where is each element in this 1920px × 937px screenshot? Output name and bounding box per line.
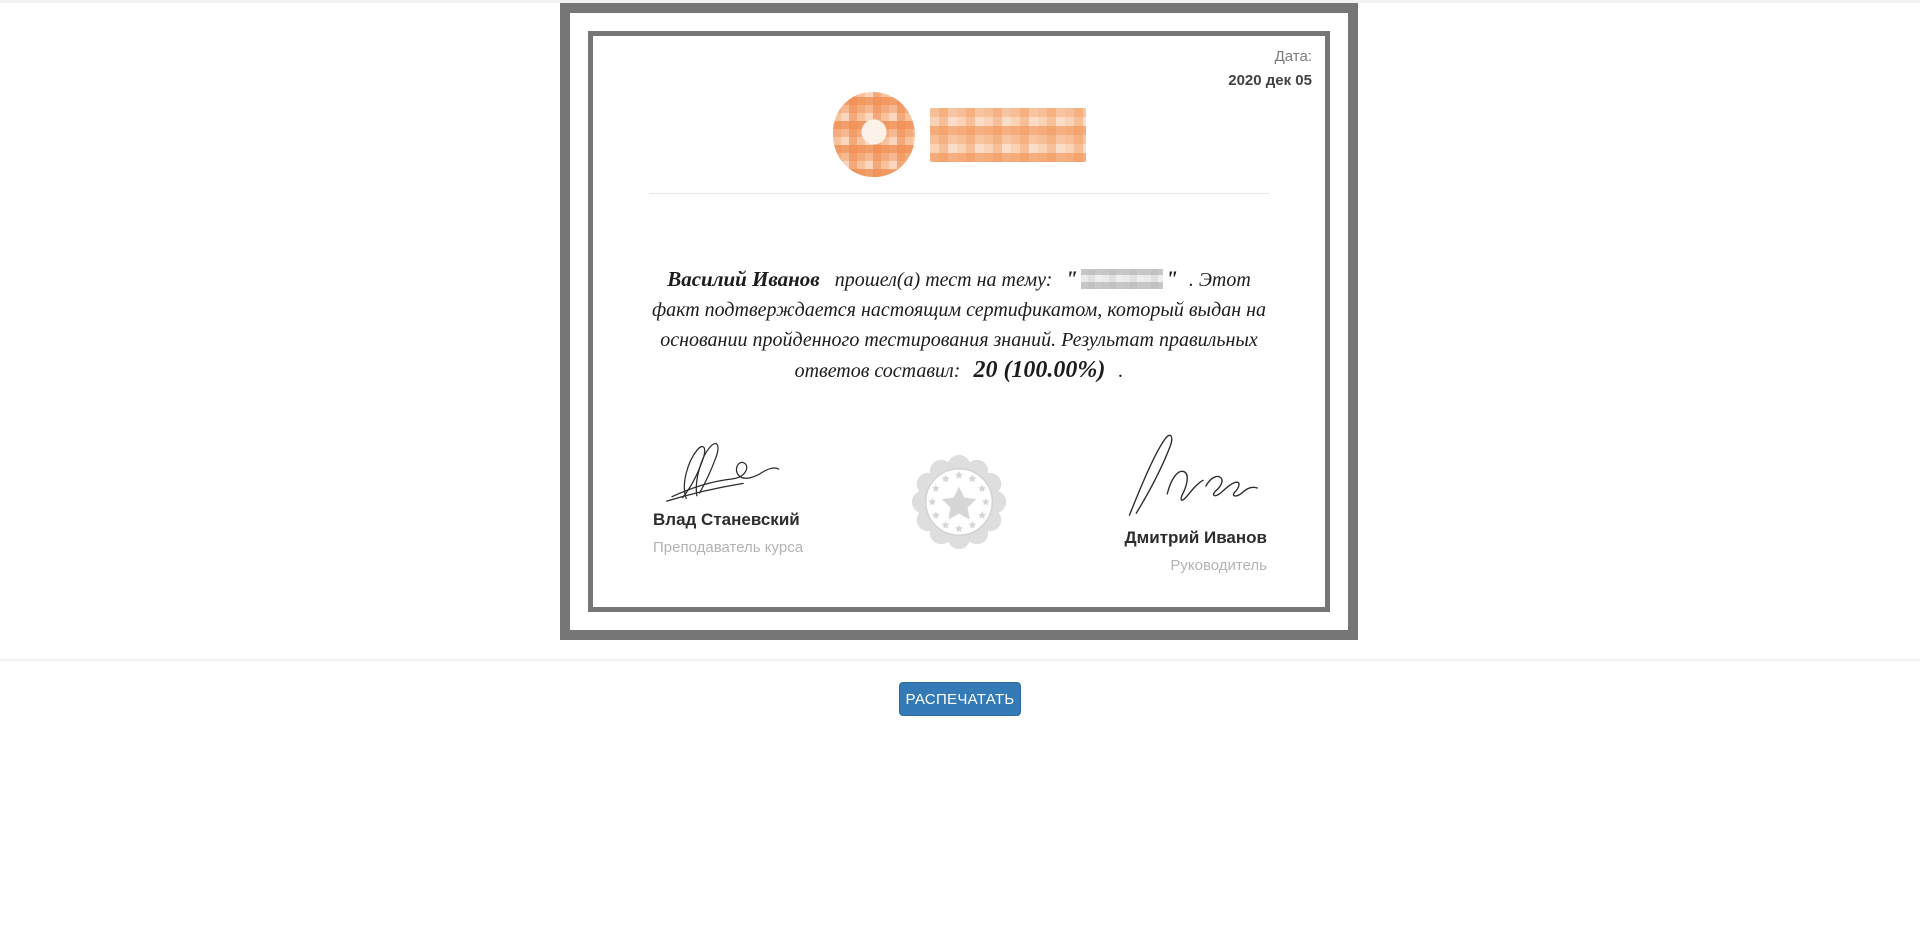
date-label: Дата: [1274, 48, 1312, 65]
seal-badge-icon [911, 453, 1007, 556]
recipient-name: Василий Иванов [667, 267, 820, 291]
signature-left-image [653, 438, 803, 502]
signatory-right-name: Дмитрий Иванов [1124, 528, 1267, 547]
statement-passed-text: прошел(а) тест на тему: [834, 269, 1053, 291]
statement-period: . [1118, 360, 1124, 382]
signatory-left-name: Влад Станевский [653, 510, 800, 529]
print-button[interactable]: РАСПЕЧАТАТЬ [899, 682, 1021, 716]
certificate-inner-frame [588, 31, 1330, 612]
certificate-statement [643, 264, 1275, 386]
signature-right-image [1112, 428, 1267, 520]
signatory-left [653, 438, 853, 556]
logo-row [593, 92, 1325, 177]
date-value: 2020 дек 05 [1228, 72, 1312, 89]
signatory-right [1052, 428, 1267, 574]
open-quote: " [1065, 266, 1078, 291]
logo-divider [649, 193, 1269, 194]
topic-redacted-blur [1081, 269, 1163, 289]
logo-icon [833, 92, 915, 177]
logo-text-redacted [930, 108, 1086, 162]
date-block [1228, 48, 1312, 89]
close-quote: " [1165, 266, 1178, 291]
footer-divider [0, 659, 1920, 661]
certificate-card [560, 3, 1358, 640]
statement-body-text: . Этот факт подтверждается настоящим сертификатом, который выдан на основании пройденного тестирования знаний. Результат правильных ответов составил: [651, 269, 1267, 382]
signatory-left-role: Преподаватель курса [653, 539, 804, 556]
score-value: 20 (100.00%) [973, 357, 1106, 383]
signatory-right-role: Руководитель [1170, 557, 1267, 574]
